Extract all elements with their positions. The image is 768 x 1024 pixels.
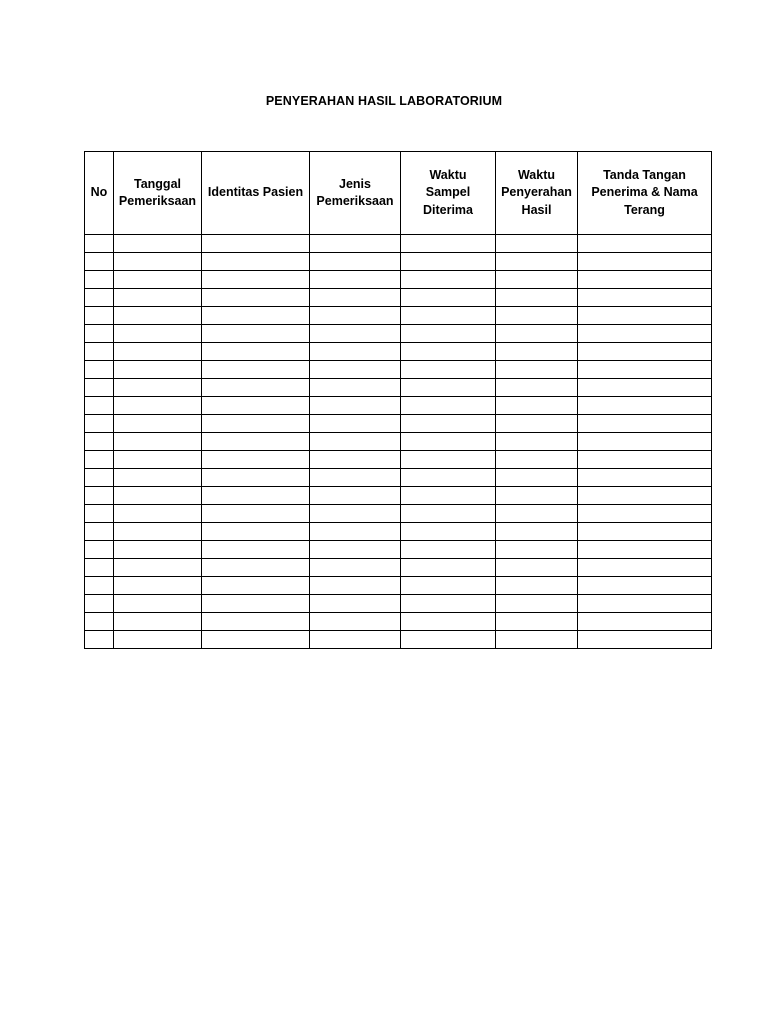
table-cell [496, 433, 578, 451]
table-cell [85, 559, 114, 577]
table-cell [310, 613, 401, 631]
table-cell [202, 469, 310, 487]
table-cell [401, 235, 496, 253]
column-header-result-handover-time: Waktu Penyerahan Hasil [496, 152, 578, 235]
table-cell [401, 631, 496, 649]
table-cell [114, 505, 202, 523]
table-row [85, 253, 712, 271]
table-cell [401, 379, 496, 397]
table-cell [202, 397, 310, 415]
table-row [85, 271, 712, 289]
table-cell [85, 613, 114, 631]
table-cell [578, 379, 712, 397]
table-cell [496, 559, 578, 577]
table-cell [202, 307, 310, 325]
table-cell [578, 541, 712, 559]
table-cell [578, 631, 712, 649]
table-row [85, 487, 712, 505]
table-cell [85, 595, 114, 613]
table-cell [401, 271, 496, 289]
column-header-no: No [85, 152, 114, 235]
table-cell [310, 379, 401, 397]
table-cell [114, 235, 202, 253]
table-cell [85, 361, 114, 379]
table-cell [310, 577, 401, 595]
table-cell [85, 379, 114, 397]
table-body [85, 235, 712, 649]
column-header-patient-identity: Identitas Pasien [202, 152, 310, 235]
table-cell [496, 253, 578, 271]
table-cell [578, 307, 712, 325]
table-cell [578, 577, 712, 595]
table-row [85, 397, 712, 415]
table-row [85, 595, 712, 613]
column-header-exam-type: Jenis Pemeriksaan [310, 152, 401, 235]
table-cell [578, 397, 712, 415]
table-cell [401, 595, 496, 613]
table-cell [401, 505, 496, 523]
table-cell [310, 487, 401, 505]
table-cell [496, 505, 578, 523]
table-cell [85, 271, 114, 289]
table-cell [114, 541, 202, 559]
table-row [85, 289, 712, 307]
table-cell [202, 433, 310, 451]
table-cell [310, 523, 401, 541]
table-cell [114, 559, 202, 577]
table-cell [578, 235, 712, 253]
table-cell [401, 289, 496, 307]
table-cell [85, 523, 114, 541]
table-cell [202, 325, 310, 343]
table-cell [114, 469, 202, 487]
table-cell [496, 343, 578, 361]
table-cell [85, 397, 114, 415]
table-cell [114, 379, 202, 397]
table-cell [310, 253, 401, 271]
table-cell [85, 343, 114, 361]
table-cell [401, 325, 496, 343]
table-cell [496, 361, 578, 379]
table-cell [202, 379, 310, 397]
table-cell [578, 505, 712, 523]
table-row [85, 469, 712, 487]
table-cell [202, 289, 310, 307]
table-cell [310, 631, 401, 649]
table-cell [578, 289, 712, 307]
table-cell [85, 307, 114, 325]
table-cell [496, 415, 578, 433]
table-cell [202, 505, 310, 523]
column-header-exam-date: Tanggal Pemeriksaan [114, 152, 202, 235]
table-cell [496, 451, 578, 469]
table-cell [310, 271, 401, 289]
table-cell [202, 343, 310, 361]
table-cell [496, 271, 578, 289]
table-cell [578, 613, 712, 631]
table-cell [578, 433, 712, 451]
table-cell [310, 325, 401, 343]
table-row [85, 361, 712, 379]
column-header-recipient-signature: Tanda Tangan Penerima & Nama Terang [578, 152, 712, 235]
table-cell [401, 523, 496, 541]
table-row [85, 613, 712, 631]
table-cell [496, 523, 578, 541]
table-cell [202, 415, 310, 433]
table-cell [401, 361, 496, 379]
table-cell [85, 487, 114, 505]
table-cell [202, 595, 310, 613]
table-cell [401, 577, 496, 595]
table-row [85, 523, 712, 541]
table-cell [401, 469, 496, 487]
table-row [85, 541, 712, 559]
table-cell [578, 415, 712, 433]
table-cell [114, 415, 202, 433]
table-cell [85, 451, 114, 469]
table-cell [578, 487, 712, 505]
table-row [85, 451, 712, 469]
table-cell [202, 523, 310, 541]
table-row [85, 505, 712, 523]
table-cell [85, 541, 114, 559]
table-cell [114, 523, 202, 541]
table-cell [310, 361, 401, 379]
table-cell [310, 541, 401, 559]
table-cell [114, 271, 202, 289]
table-cell [496, 577, 578, 595]
table-cell [85, 289, 114, 307]
table-cell [85, 469, 114, 487]
table-row [85, 343, 712, 361]
table-cell [310, 595, 401, 613]
table-cell [496, 307, 578, 325]
table-cell [114, 343, 202, 361]
table-cell [310, 415, 401, 433]
table-row [85, 415, 712, 433]
table-cell [496, 235, 578, 253]
table-cell [114, 289, 202, 307]
table-cell [496, 631, 578, 649]
table-cell [310, 433, 401, 451]
table-cell [401, 253, 496, 271]
table-cell [496, 469, 578, 487]
table-cell [401, 451, 496, 469]
table-cell [85, 253, 114, 271]
table-cell [202, 631, 310, 649]
table-cell [85, 505, 114, 523]
table-cell [401, 415, 496, 433]
table-cell [114, 487, 202, 505]
table-cell [310, 343, 401, 361]
table-cell [114, 361, 202, 379]
table-cell [578, 343, 712, 361]
table-cell [401, 433, 496, 451]
table-row [85, 433, 712, 451]
handover-table [84, 151, 712, 649]
table-cell [310, 469, 401, 487]
table-cell [85, 433, 114, 451]
table-cell [114, 253, 202, 271]
table-cell [578, 271, 712, 289]
table-cell [310, 451, 401, 469]
table-cell [114, 631, 202, 649]
table-cell [85, 631, 114, 649]
table-cell [496, 397, 578, 415]
table-cell [578, 253, 712, 271]
table-cell [202, 361, 310, 379]
table-cell [578, 523, 712, 541]
table-cell [202, 541, 310, 559]
table-cell [114, 397, 202, 415]
table-cell [202, 235, 310, 253]
table-cell [85, 235, 114, 253]
table-cell [401, 487, 496, 505]
table-cell [114, 433, 202, 451]
table-cell [114, 595, 202, 613]
table-cell [496, 325, 578, 343]
table-cell [496, 289, 578, 307]
table-cell [401, 559, 496, 577]
table-cell [496, 379, 578, 397]
table-cell [202, 559, 310, 577]
table-row [85, 307, 712, 325]
table-cell [578, 325, 712, 343]
table-cell [114, 451, 202, 469]
table-cell [496, 541, 578, 559]
table-row [85, 559, 712, 577]
table-cell [310, 289, 401, 307]
table-cell [578, 361, 712, 379]
table-cell [114, 577, 202, 595]
table-cell [578, 559, 712, 577]
table-cell [310, 505, 401, 523]
table-cell [401, 613, 496, 631]
table-cell [310, 235, 401, 253]
table-row [85, 379, 712, 397]
table-row [85, 235, 712, 253]
table-row [85, 577, 712, 595]
header-row [85, 152, 712, 235]
table-cell [401, 541, 496, 559]
table-cell [496, 595, 578, 613]
table-cell [202, 613, 310, 631]
table-cell [496, 613, 578, 631]
table-cell [578, 451, 712, 469]
table-cell [114, 325, 202, 343]
table-cell [85, 325, 114, 343]
table-cell [202, 271, 310, 289]
document-title: PENYERAHAN HASIL LABORATORIUM [265, 94, 503, 108]
table-cell [310, 397, 401, 415]
table-cell [85, 415, 114, 433]
table-cell [578, 469, 712, 487]
table-cell [85, 577, 114, 595]
table-cell [202, 487, 310, 505]
table-row [85, 325, 712, 343]
table-cell [202, 451, 310, 469]
table-cell [496, 487, 578, 505]
table-cell [310, 307, 401, 325]
table-cell [202, 577, 310, 595]
table-cell [202, 253, 310, 271]
table-cell [310, 559, 401, 577]
column-header-sample-received-time: Waktu Sampel Diterima [401, 152, 496, 235]
table-cell [401, 343, 496, 361]
table-cell [114, 613, 202, 631]
table-cell [401, 397, 496, 415]
table-cell [401, 307, 496, 325]
table-row [85, 631, 712, 649]
table-cell [114, 307, 202, 325]
table-cell [578, 595, 712, 613]
